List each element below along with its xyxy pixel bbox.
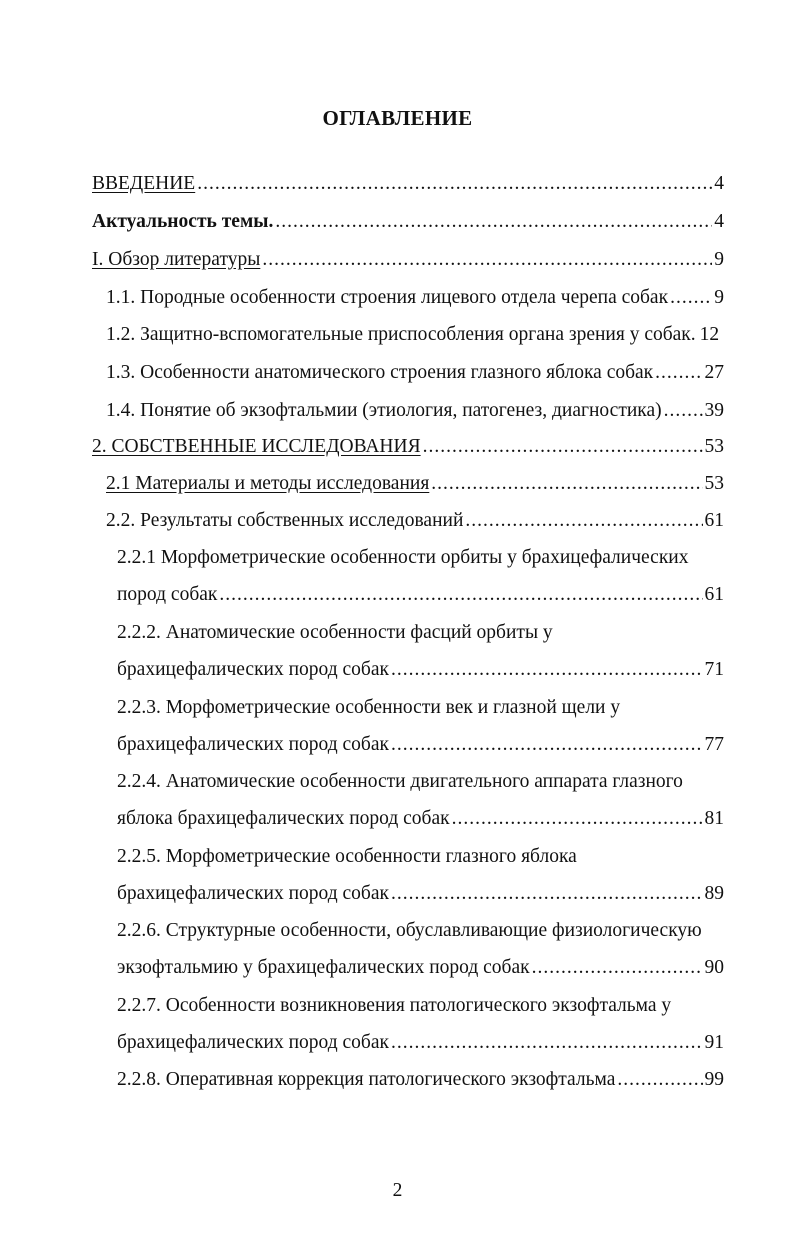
toc-entry-review[interactable] [92, 247, 724, 273]
toc-entry-2-2-5-line1[interactable]: 2.2.5. Морфометрические особенности глазного яблока [117, 846, 577, 867]
toc-entry-label: 1.1. Породные особенности строения лицевого отдела черепа собак [106, 287, 669, 308]
toc-leader-dots [532, 955, 703, 981]
toc-page-number: 39 [704, 400, 724, 421]
toc-entry-intro[interactable] [92, 171, 724, 197]
toc-leader-dots [391, 881, 703, 907]
page-title: ОГЛАВЛЕНИЕ [322, 106, 473, 130]
toc-leader-dots [275, 209, 712, 235]
toc-leader-dots [262, 247, 712, 273]
toc-entry-2-2-4-line1[interactable]: 2.2.4. Анатомические особенности двигательного аппарата глазного [117, 771, 683, 792]
toc-entry-own-research[interactable] [92, 434, 724, 460]
toc-page-number: 91 [704, 1032, 724, 1053]
toc-leader-dots [431, 471, 702, 497]
toc-leader-dots [452, 806, 703, 832]
toc-page-number: 12 [699, 324, 720, 345]
toc-entry-label: брахицефалических пород собак [117, 883, 389, 904]
toc-page-number: 4 [714, 173, 724, 194]
toc-leader-dots [664, 398, 703, 424]
toc-entry-label: брахицефалических пород собак [117, 1032, 389, 1053]
toc-entry-2-2-7[interactable] [117, 1030, 724, 1056]
toc-entry-label: 1.3. Особенности анатомического строения глазного яблока собак [106, 362, 654, 383]
toc-leader-dots [670, 285, 712, 311]
toc-entry-label: брахицефалических пород собак [117, 659, 389, 680]
toc-leader-dots [423, 434, 703, 460]
toc-page-number: 77 [704, 734, 724, 755]
toc-entry-label: 1.4. Понятие об экзофтальмии (этиология, патогенез, диагностика) [106, 400, 662, 421]
toc-entry-2-2-4[interactable] [117, 806, 724, 832]
toc-entry-2-1[interactable] [106, 471, 724, 497]
toc-entry-2-2-7-line1[interactable]: 2.2.7. Особенности возникновения патологического экзофтальма у [117, 995, 672, 1016]
toc-leader-dots [465, 508, 702, 534]
toc-entry-2-2-1[interactable] [117, 582, 724, 608]
toc-entry-2-2-6-line1[interactable]: 2.2.6. Структурные особенности, обуславливающие физиологическую [117, 920, 702, 941]
toc-entry-label: 1.2. Защитно-вспомогательные приспособления органа зрения у собак. [106, 324, 696, 345]
toc-page-number: 4 [714, 211, 724, 232]
toc-entry-2-2-8[interactable] [117, 1067, 724, 1093]
toc-page-number: 53 [704, 473, 724, 494]
toc-leader-dots [391, 732, 703, 758]
toc-entry-label: Актуальность темы. [92, 211, 274, 232]
toc-entry-2-2-6[interactable] [117, 955, 724, 981]
toc-leader-dots [617, 1067, 702, 1093]
toc-entry-1-1[interactable] [106, 285, 724, 311]
toc-leader-dots [391, 1030, 703, 1056]
toc-entry-1-3[interactable] [106, 360, 724, 386]
toc-entry-2-2-3-line1[interactable]: 2.2.3. Морфометрические особенности век и глазной щели у [117, 697, 621, 718]
toc-page-number: 27 [704, 362, 724, 383]
toc-entry-label: 2. СОБСТВЕННЫЕ ИССЛЕДОВАНИЯ [92, 436, 421, 457]
toc-leader-dots [655, 360, 702, 386]
toc-leader-dots [197, 171, 712, 197]
toc-entry-2-2-5[interactable] [117, 881, 724, 907]
toc-page-number: 89 [704, 883, 724, 904]
toc-entry-label: экзофтальмию у брахицефалических пород собак [117, 957, 530, 978]
toc-entry-label: ВВЕДЕНИЕ [92, 173, 196, 194]
toc-page-number: 61 [704, 510, 724, 531]
toc-entry-relevance[interactable] [92, 209, 724, 235]
toc-entry-label: яблока брахицефалических пород собак [117, 808, 450, 829]
toc-entry-label: I. Обзор литературы [92, 249, 261, 270]
toc-entry-label: 2.1 Материалы и методы исследования [106, 473, 430, 494]
toc-entry-1-4[interactable] [106, 398, 724, 424]
toc-entry-1-2[interactable] [106, 322, 724, 348]
toc-page-number: 9 [714, 249, 724, 270]
toc-page-number: 81 [704, 808, 724, 829]
toc-leader-dots [219, 582, 702, 608]
toc-page-number: 53 [704, 436, 724, 457]
toc-leader-dots [391, 657, 703, 683]
toc-page-number: 61 [704, 584, 724, 605]
toc-entry-label: 2.2.8. Оперативная коррекция патологического экзофтальма [117, 1069, 616, 1090]
toc-entry-label: брахицефалических пород собак [117, 734, 389, 755]
toc-page-number: 90 [704, 957, 724, 978]
toc-page-number: 9 [714, 287, 724, 308]
toc-entry-2-2-2[interactable] [117, 657, 724, 683]
toc-page-number: 71 [704, 659, 724, 680]
toc-page-number: 99 [704, 1069, 724, 1090]
toc-entry-2-2[interactable] [106, 508, 724, 534]
toc-entry-label: пород собак [117, 584, 218, 605]
toc-entry-2-2-2-line1[interactable]: 2.2.2. Анатомические особенности фасций орбиты у [117, 622, 553, 643]
toc-entry-2-2-3[interactable] [117, 732, 724, 758]
toc-entry-2-2-1-line1[interactable]: 2.2.1 Морфометрические особенности орбиты у брахицефалических [117, 547, 689, 568]
page-number: 2 [392, 1180, 403, 1201]
toc-entry-label: 2.2. Результаты собственных исследований [106, 510, 464, 531]
